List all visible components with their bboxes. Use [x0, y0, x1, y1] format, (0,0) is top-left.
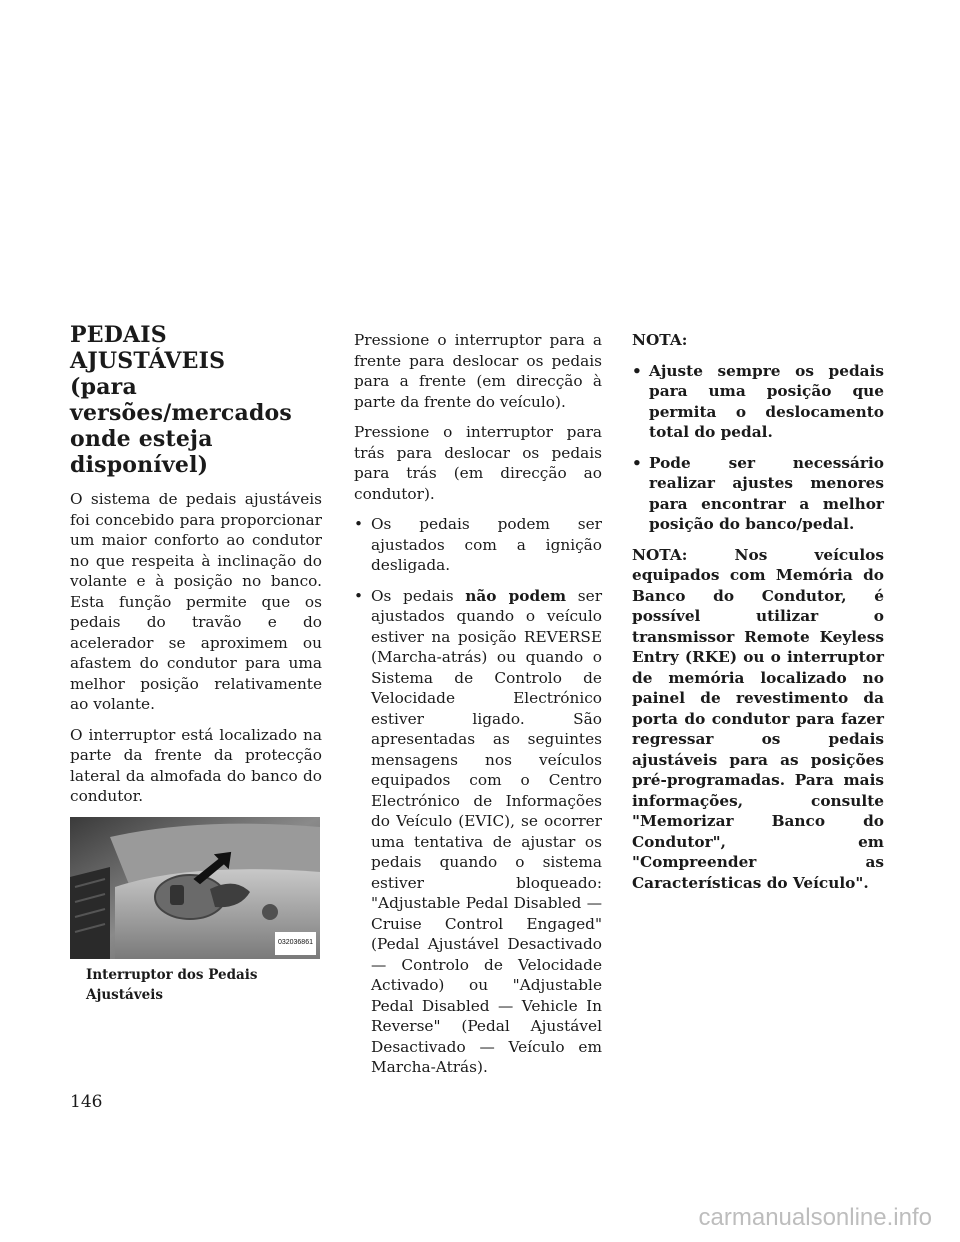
intro-paragraph: O sistema de pedais ajustáveis foi concebido para proporcionar um maior conforto ao condutor no que respeita à inclinação do volante e à posição no banco. Esta função permite que os pedais do travão e do acelerador se aproximem ou afastem do condutor para uma melhor posição relativamente ao volante. — [70, 490, 322, 713]
location-paragraph: O interruptor está localizado na parte da frente da protecção lateral da almofada do banco do condutor. — [70, 725, 322, 805]
pedal-switch-photo — [70, 817, 320, 959]
bullet-cannot-adjust — [354, 586, 602, 1078]
note-label: NOTA: — [632, 331, 688, 349]
watermark: carmanualsonline.info — [698, 1204, 932, 1231]
right-column — [632, 330, 884, 903]
heading-line-1: PEDAIS AJUSTÁVEIS — [70, 322, 226, 374]
backward-paragraph: Pressione o interruptor para trás para deslocar os pedais para trás (em direcção ao condutor). — [354, 423, 602, 503]
left-column — [70, 322, 322, 1006]
bullet-text-pre: Os pedais — [371, 586, 466, 605]
heading-line-3: onde esteja disponível) — [70, 426, 213, 478]
note-bullet-full-travel: • Ajuste sempre os pedais para uma posição que permita o deslocamento total do pedal. — [632, 361, 884, 443]
bullet-text-post: ser ajustados quando o veículo estiver na posição REVERSE (Marcha-atrás) ou quando o Sistema de Controlo de Velocidade Electrónico estiver ligado. São apresentadas as seguintes mensagens nos veículos equipados com o Centro Electrónico de Informações do Veículo (EVIC), se ocorrer uma tentativa de ajustar os pedais quando o sistema estiver bloqueado: "Adjustable Pedal Disabled — Cruise Control Engaged" (Pedal Ajustável Desactivado — Controlo de Velocidade Activado) ou "Adjustable Pedal Disabled — Vehicle In Reverse" (Pedal Ajustável Desactivado — Veículo em Marcha-Atrás). — [371, 586, 603, 1076]
note-bullet-minor-adjust: • Pode ser necessário realizar ajustes menores para encontrar a melhor posição do banco/pedal. — [632, 453, 884, 535]
memory-note: NOTA: Nos veículos equipados com Memória do Banco do Condutor, é possível utilizar o transmissor Remote Keyless Entry (RKE) ou o interruptor de memória localizado no painel de revestimento da porta do condutor para fazer regressar os pedais ajustáveis para as posições pré-programadas. Para mais informações, consulte "Memorizar Banco do Condutor", em "Compreender as Características do Veículo". — [632, 545, 884, 892]
heading-line-2: (para versões/mercados — [70, 374, 293, 426]
note-bullets — [632, 361, 884, 535]
section-heading — [70, 322, 322, 478]
figure-code: 032036861 — [275, 932, 316, 955]
bullet-ignition-off: • Os pedais podem ser ajustados com a ignição desligada. — [354, 514, 602, 576]
adjustment-bullets — [354, 514, 602, 1078]
bullet-emphasis: não podem — [465, 586, 567, 605]
figure-caption: Interruptor dos Pedais Ajustáveis — [86, 966, 258, 1003]
forward-paragraph: Pressione o interruptor para a frente para deslocar os pedais para a frente (em direcção à parte da frente do veículo). — [354, 331, 602, 411]
middle-column — [354, 330, 602, 1088]
page-number: 146 — [70, 1092, 103, 1112]
